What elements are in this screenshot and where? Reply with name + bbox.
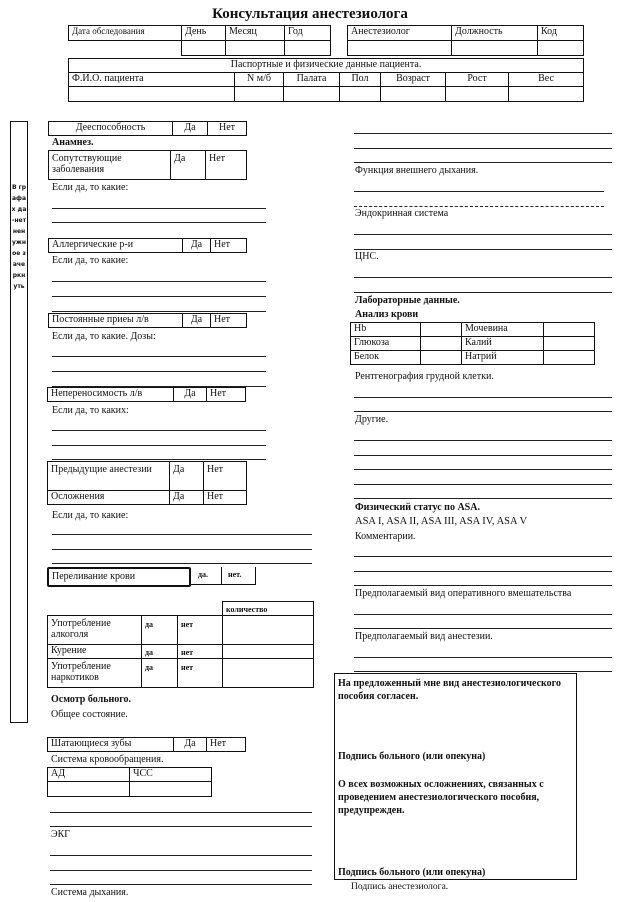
other-line-3[interactable]: [354, 469, 612, 470]
fio-field[interactable]: [69, 87, 235, 102]
lab-glucose-label: Глюкоза: [351, 337, 421, 351]
intolerance-answer-line-1[interactable]: [52, 430, 266, 431]
allergy-answer-line-1[interactable]: [52, 281, 266, 282]
weight-field[interactable]: [509, 87, 584, 102]
intolerance-table: [47, 387, 246, 402]
planned-anesthesia-line-1[interactable]: [354, 657, 612, 658]
lab-heading: Лабораторные данные.: [355, 295, 460, 306]
other-line-1[interactable]: [354, 440, 612, 441]
complications-no[interactable]: Нет: [204, 491, 247, 505]
comorbid-followup: Если да, то какие:: [52, 182, 129, 193]
blood-test-heading: Анализ крови: [355, 309, 419, 320]
allergy-table: [48, 238, 247, 253]
comorbid-answer-line-1[interactable]: [52, 208, 266, 209]
loose-teeth-yes[interactable]: Да: [174, 738, 207, 752]
year-label: Год: [285, 26, 331, 41]
xray-line-1[interactable]: [354, 397, 612, 398]
complications-yes[interactable]: Да: [170, 491, 204, 505]
instruction-vertical-text: В графах да-нет ненужное зачеркнуть: [11, 184, 27, 290]
transfusion-yes-box[interactable]: [191, 567, 222, 585]
col-fio: Ф.И.О. пациента: [69, 73, 235, 87]
ecg-answer-line-3[interactable]: [50, 884, 312, 885]
day-field[interactable]: [182, 41, 226, 56]
intolerance-answer-line-3[interactable]: [52, 459, 266, 460]
lung-function-label: Функция внешнего дыхания.: [355, 165, 479, 176]
ward-field[interactable]: [284, 87, 340, 102]
comments-line-1[interactable]: [354, 556, 612, 557]
age-field[interactable]: [381, 87, 446, 102]
habits-table: [47, 601, 314, 688]
right-answer-line-1[interactable]: [354, 133, 612, 134]
capacity-yes[interactable]: Да: [173, 122, 208, 136]
capacity-no[interactable]: Нет: [208, 122, 247, 136]
prev-anesthesia-no[interactable]: Нет: [204, 462, 247, 491]
consent-warned-text: О всех возможных осложнениях, связанных с проведением анестезиологического пособия, предупрежден.: [338, 779, 544, 816]
consent-box: [334, 673, 577, 880]
col-age: Возраст: [381, 73, 446, 87]
transfusion-label-box: [47, 567, 191, 587]
lung-function-line-1[interactable]: [354, 191, 604, 192]
cns-line-1[interactable]: [354, 277, 612, 278]
ecg-answer-line-1[interactable]: [50, 855, 312, 856]
exam-heading: Осмотр больного.: [51, 694, 132, 705]
code-field[interactable]: [538, 41, 584, 56]
consent-signature-1[interactable]: Подпись больного (или опекуна): [338, 751, 486, 762]
empty-cell: [69, 41, 182, 56]
hr-field[interactable]: [130, 782, 212, 797]
col-ward: Палата: [284, 73, 340, 87]
lab-hb-label: Hb: [351, 323, 421, 337]
lab-protein-label: Белок: [351, 351, 421, 365]
patient-data-heading: Паспортные и физические данные пациента.: [69, 59, 584, 73]
smoking-quantity-field[interactable]: [223, 645, 314, 659]
complications-followup: Если да, то какие:: [52, 510, 129, 521]
anesthesiologist-field[interactable]: [348, 41, 452, 56]
hr-label: ЧСС: [130, 768, 212, 782]
consent-agree-text: На предложенный мне вид анестезиологического пособия согласен.: [338, 678, 561, 702]
month-label: Месяц: [226, 26, 285, 41]
anesthesiologist-label: Анестезиолог: [348, 26, 452, 41]
position-field[interactable]: [452, 41, 538, 56]
intolerance-yes[interactable]: Да: [174, 388, 207, 402]
complications-answer-line-1[interactable]: [52, 534, 312, 535]
planned-anesthesia-line-2[interactable]: [354, 671, 612, 672]
drugs-yes[interactable]: да: [142, 659, 178, 688]
bp-field[interactable]: [48, 782, 130, 797]
consent-signature-2[interactable]: Подпись больного (или опекуна): [338, 867, 486, 878]
blood-test-table: [350, 322, 595, 365]
smoking-no[interactable]: нет: [178, 645, 223, 659]
comorbid-no[interactable]: Нет: [206, 151, 247, 180]
alcohol-yes[interactable]: да: [142, 616, 178, 645]
lab-urea-label: Мочевина: [462, 323, 544, 337]
asa-heading: Физический статус по ASA.: [355, 502, 480, 513]
year-field[interactable]: [285, 41, 331, 56]
cns-line-2[interactable]: [354, 292, 612, 293]
allergy-yes[interactable]: Да: [183, 239, 211, 253]
intolerance-followup: Если да, то каких:: [52, 405, 129, 416]
drugs-label: Употребление наркотиков: [48, 659, 142, 688]
transfusion-no-box[interactable]: [222, 567, 256, 585]
comments-label: Комментарии.: [355, 531, 416, 542]
col-weight: Вес: [509, 73, 584, 87]
exam-date-label: Дата обследования: [69, 26, 182, 41]
lung-function-line-2[interactable]: [354, 206, 604, 207]
medications-yes[interactable]: Да: [183, 314, 211, 328]
sex-field[interactable]: [340, 87, 381, 102]
alcohol-no[interactable]: нет: [178, 616, 223, 645]
intolerance-no[interactable]: Нет: [207, 388, 246, 402]
lab-hb-field[interactable]: [421, 323, 462, 337]
col-height: Рост: [446, 73, 509, 87]
lab-sodium-field[interactable]: [544, 351, 595, 365]
anesthesiologist-table: [347, 25, 584, 56]
planned-surgery-line-2[interactable]: [354, 628, 612, 629]
month-field[interactable]: [226, 41, 285, 56]
medications-no[interactable]: Нет: [211, 314, 247, 328]
lab-potassium-field[interactable]: [544, 337, 595, 351]
comorbid-answer-line-2[interactable]: [52, 222, 266, 223]
bp-hr-table: [47, 767, 212, 797]
bp-label: АД: [48, 768, 130, 782]
allergy-answer-line-2[interactable]: [52, 296, 266, 297]
other-line-2[interactable]: [354, 455, 612, 456]
xray-line-2[interactable]: [354, 411, 612, 412]
smoking-label: Курение: [48, 645, 142, 659]
circulation-answer-line-2[interactable]: [50, 826, 312, 827]
medications-answer-line-2[interactable]: [52, 371, 266, 372]
transfusion-yes: да.: [198, 570, 209, 579]
other-line-4[interactable]: [354, 484, 612, 485]
alcohol-quantity-field[interactable]: [223, 616, 314, 645]
transfusion-label: Переливание крови: [52, 571, 136, 582]
lab-sodium-label: Натрий: [462, 351, 544, 365]
comments-line-3[interactable]: [354, 585, 612, 586]
comorbid-table: [48, 150, 247, 180]
right-answer-line-2[interactable]: [354, 148, 612, 149]
col-sex: Пол: [340, 73, 381, 87]
record-no-field[interactable]: [235, 87, 284, 102]
drugs-no[interactable]: нет: [178, 659, 223, 688]
planned-anesthesia-label: Предполагаемый вид анестезии.: [355, 631, 493, 642]
code-label: Код: [538, 26, 584, 41]
intolerance-answer-line-2[interactable]: [52, 445, 266, 446]
asa-options[interactable]: ASA I, ASA II, ASA III, ASA IV, ASA V: [355, 516, 528, 527]
lab-urea-field[interactable]: [544, 323, 595, 337]
page-title: Консультация анестезиолога: [212, 6, 408, 22]
allergy-label: Аллергические р-и: [49, 239, 183, 253]
allergy-followup: Если да, то какие:: [52, 255, 129, 266]
loose-teeth-label: Шатающиеся зубы: [48, 738, 174, 752]
general-state-label: Общее состояние.: [51, 709, 128, 720]
lab-protein-field[interactable]: [421, 351, 462, 365]
position-label: Должность: [452, 26, 538, 41]
quantity-header: количество: [223, 602, 314, 616]
medications-answer-line-1[interactable]: [52, 356, 266, 357]
day-label: День: [182, 26, 226, 41]
loose-teeth-no[interactable]: Нет: [207, 738, 246, 752]
height-field[interactable]: [446, 87, 509, 102]
intolerance-label: Непереносимость л/в: [48, 388, 174, 402]
other-label: Другие.: [355, 414, 389, 425]
endocrine-line-1[interactable]: [354, 234, 612, 235]
ecg-answer-line-2[interactable]: [50, 870, 312, 871]
endocrine-label: Эндокринная система: [355, 208, 449, 219]
capacity-table: [48, 121, 247, 136]
capacity-label: Дееспособность: [49, 122, 173, 136]
prev-anesthesia-yes[interactable]: Да: [170, 462, 204, 491]
comorbid-label: Сопутствующие заболевания: [49, 151, 171, 180]
xray-label: Рентгенография грудной клетки.: [355, 371, 494, 382]
transfusion-no: нет.: [228, 570, 242, 579]
complications-answer-line-2[interactable]: [52, 549, 312, 550]
lab-glucose-field[interactable]: [421, 337, 462, 351]
lab-potassium-label: Калий: [462, 337, 544, 351]
medications-followup: Если да, то какие. Дозы:: [52, 331, 156, 342]
prev-anesthesia-table: [47, 461, 247, 505]
instruction-sidebar: [10, 121, 28, 723]
smoking-yes[interactable]: да: [142, 645, 178, 659]
loose-teeth-table: [47, 737, 246, 752]
allergy-answer-line-3[interactable]: [52, 311, 266, 312]
cns-label: ЦНС.: [355, 251, 379, 262]
col-record-no: N м/б: [235, 73, 284, 87]
drugs-quantity-field[interactable]: [223, 659, 314, 688]
exam-date-table: [68, 25, 331, 56]
anamnesis-heading: Анамнез.: [52, 137, 94, 148]
right-answer-line-3[interactable]: [354, 162, 612, 163]
circulation-label: Система кровообращения.: [51, 754, 164, 765]
endocrine-line-2[interactable]: [354, 249, 612, 250]
allergy-no[interactable]: Нет: [211, 239, 247, 253]
prev-anesthesia-label: Предыдущие анестезии: [48, 462, 170, 491]
comments-line-2[interactable]: [354, 571, 612, 572]
medications-label: Постоянные приеы л/в: [49, 314, 183, 328]
complications-label: Осложнения: [48, 491, 170, 505]
ecg-label: ЭКГ: [51, 829, 71, 840]
other-line-5[interactable]: [354, 498, 612, 499]
respiratory-label: Система дыхания.: [51, 887, 129, 898]
planned-surgery-line-1[interactable]: [354, 614, 612, 615]
patient-data-table: [68, 58, 584, 102]
alcohol-label: Употребление алкоголя: [48, 616, 142, 645]
anesthesiologist-signature[interactable]: Подпись анестезиолога.: [351, 882, 449, 892]
complications-answer-line-3[interactable]: [52, 563, 312, 564]
circulation-answer-line-1[interactable]: [50, 812, 312, 813]
medications-table: [48, 313, 247, 328]
planned-surgery-label: Предполагаемый вид оперативного вмешательства: [355, 588, 572, 599]
comorbid-yes[interactable]: Да: [171, 151, 206, 180]
